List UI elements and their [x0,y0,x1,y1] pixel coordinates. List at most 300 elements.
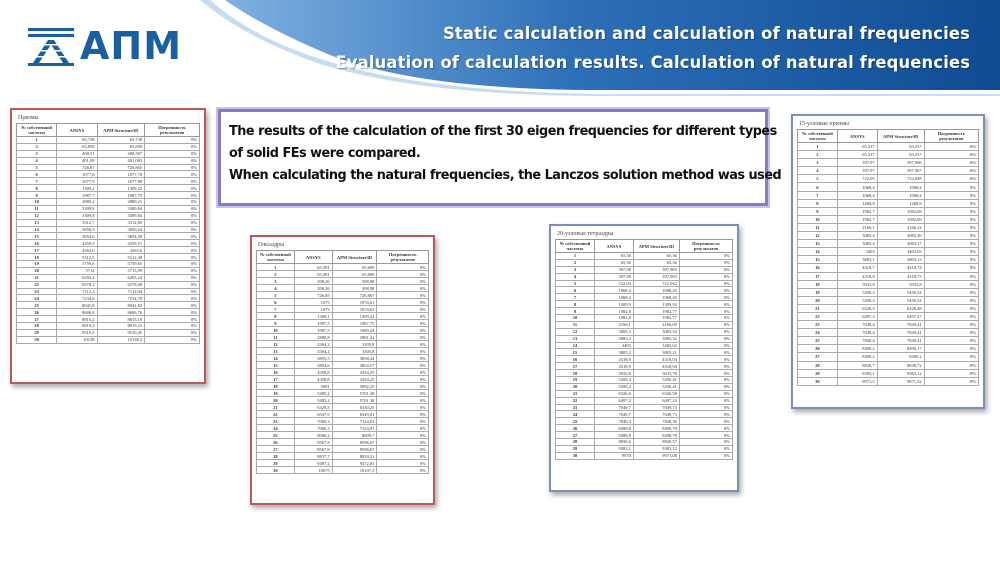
error-cell: 0% [924,167,978,175]
error-cell: 0% [679,335,732,342]
frequency-cell: 1077,9 [57,178,97,185]
frequency-cell: 5092,25 [332,383,377,390]
frequency-cell: 3403,05 [877,248,924,256]
frequency-cell: 5701,38 [332,390,377,397]
table-row [257,355,429,362]
error-cell: 0% [679,439,732,446]
frequency-cell: 3083,3 [594,328,633,335]
mode-number-cell: 2 [798,151,838,159]
error-cell: 0% [924,248,978,256]
mode-number-cell: 9 [17,192,57,199]
mode-number-cell: 14 [556,342,595,349]
table-row [556,411,733,418]
table-caption: Гексаэдры [258,242,285,248]
column-header: Погрешность результатов [377,251,429,264]
frequency-cell: 1987,75 [332,320,377,327]
frequency-cell: 7234,78 [97,295,145,302]
frequency-cell: 1068,4 [837,191,877,199]
mode-number-cell: 29 [17,329,57,336]
frequency-cell: 8006,2 [294,432,332,439]
table-row [556,370,733,377]
frequency-cell: 1309,2 [57,185,97,192]
error-cell: 0% [924,377,978,385]
error-cell: 0% [924,191,978,199]
frequency-cell: 4358,8 [294,369,332,376]
error-cell: 0% [145,267,200,274]
table-row [17,288,200,295]
frequency-cell: 5450,3 [837,296,877,304]
mode-number-cell: 30 [17,336,57,343]
frequency-cell: 1077,78 [97,171,145,178]
error-cell: 0% [377,453,429,460]
frequency-cell: 65,36 [594,259,633,266]
frequency-cell: 1068,4 [877,191,924,199]
mode-number-cell: 1 [257,264,295,271]
frequency-cell: 4318,7 [837,264,877,272]
table-row [17,164,200,171]
error-cell: 0% [679,452,732,459]
error-cell: 0% [924,337,978,345]
table-header-row [257,251,429,264]
frequency-cell: 722,042 [633,280,679,287]
mode-number-cell: 10 [257,327,295,334]
mode-number-cell: 23 [798,321,838,329]
error-cell: 0% [377,299,429,306]
table-row [798,183,979,191]
error-cell: 0% [377,271,429,278]
error-cell: 0% [377,306,429,313]
frequency-cell: 3312,7 [57,219,97,226]
mode-number-cell: 12 [257,341,295,348]
mode-number-cell: 17 [798,272,838,280]
frequency-cell: 5450,34 [877,296,924,304]
table-row [556,356,733,363]
error-cell: 0% [145,295,200,302]
frequency-cell: 4318,9 [594,363,633,370]
mode-number-cell: 27 [556,432,595,439]
mode-number-cell: 26 [17,309,57,316]
frequency-cell: 1075 [294,299,332,306]
frequency-cell: 7049,4 [837,321,877,329]
frequency-cell: 2166,1 [594,321,633,328]
table-row [257,348,429,355]
frequency-cell: 3309,8 [57,205,97,212]
mode-number-cell: 8 [17,185,57,192]
mode-number-cell: 1 [556,253,595,260]
frequency-cell: 3309,84 [97,205,145,212]
error-cell: 0% [145,226,200,233]
table-row [556,308,733,315]
mode-number-cell: 13 [257,348,295,355]
frequency-cell: 4318,74 [877,264,924,272]
frequency-cell: 3850,3 [57,226,97,233]
table-row [556,335,733,342]
mode-number-cell: 24 [257,425,295,432]
frequency-cell: 3305,8 [332,341,377,348]
table-row [17,185,200,192]
frequency-cell: 1074,61 [332,299,377,306]
frequency-cell: 8490,2 [837,345,877,353]
error-cell: 0% [145,274,200,281]
table-row [798,159,979,167]
table-header-row [17,124,200,137]
frequency-cell: 6549,01 [332,411,377,418]
table-row [257,425,429,432]
mode-number-cell: 27 [17,316,57,323]
table-row [257,432,429,439]
frequency-cell: 5714 [57,267,97,274]
mode-number-cell: 10 [556,315,595,322]
table-row [17,233,200,240]
frequency-cell: 397,983 [633,266,679,273]
frequency-cell: 7112,3 [57,288,97,295]
error-cell: 0% [145,247,200,254]
table-row [17,143,200,150]
error-cell: 0% [679,308,732,315]
frequency-cell: 8819,2 [57,323,97,330]
mode-number-cell: 14 [798,248,838,256]
frequency-cell: 722,04 [594,280,633,287]
mode-number-cell: 29 [556,445,595,452]
error-cell: 0% [145,329,200,336]
error-cell: 0% [145,316,200,323]
table-row [257,446,429,453]
callout-line-1: The results of the calculation of the first 30 eigen frequencies for different types [229,123,777,139]
error-cell: 0% [679,273,732,280]
table-row [17,302,200,309]
table-row [257,320,429,327]
frequency-cell: 1982,69 [877,215,924,223]
frequency-cell: 5713,99 [97,267,145,274]
results-table-prisms [10,108,206,384]
error-cell: 0% [679,356,732,363]
frequency-cell: 65,738 [97,137,145,144]
table-row [257,439,429,446]
frequency-cell: 8567,8 [294,446,332,453]
table-row [17,157,200,164]
table-row [798,272,979,280]
error-cell: 0% [377,446,429,453]
frequency-cell: 7840,4 [837,337,877,345]
info-callout [218,109,782,206]
frequency-cell: 722,048 [877,175,924,183]
table-row [257,334,429,341]
results-table-15-node-prisms [791,114,985,409]
table-row [257,327,429,334]
mode-number-cell: 5 [257,292,295,299]
table-row [17,281,200,288]
frequency-cell: 8567,8 [294,439,332,446]
table-row [798,288,979,296]
error-cell: 0% [145,323,200,330]
table-row [17,274,200,281]
error-cell: 0% [924,369,978,377]
error-cell: 0% [145,288,200,295]
frequency-cell: 3805,21 [633,349,679,356]
error-cell: 0% [679,411,732,418]
error-cell: 0% [679,418,732,425]
mode-number-cell: 26 [257,439,295,446]
frequency-cell: 1068,4 [594,294,633,301]
mode-number-cell: 23 [257,418,295,425]
frequency-cell: 398,98 [332,278,377,285]
table-row [257,341,429,348]
mode-number-cell: 7 [257,306,295,313]
frequency-table [16,123,200,344]
error-cell: 0% [145,205,200,212]
column-header: APM Structure3D [633,240,679,253]
table-row [556,363,733,370]
table-row [556,280,733,287]
error-cell: 0% [377,411,429,418]
frequency-cell: 5450,41 [633,383,679,390]
frequency-cell: 1068,4 [877,183,924,191]
mode-number-cell: 11 [17,205,57,212]
mode-number-cell: 3 [798,159,838,167]
frequency-cell: 3083,32 [633,328,679,335]
frequency-cell: 8041,8 [57,302,97,309]
mode-number-cell: 11 [798,223,838,231]
table-row [257,278,429,285]
table-row [556,273,733,280]
frequency-cell: 6326,48 [877,304,924,312]
frequency-cell: 5033,78 [633,370,679,377]
frequency-cell: 726,85 [294,292,332,299]
frequency-cell: 5485,2 [294,390,332,397]
frequency-cell: 8490,8 [594,425,633,432]
frequency-cell: 400,507 [97,150,145,157]
frequency-cell: 2880,2 [57,199,97,206]
mode-number-cell: 1 [798,143,838,151]
frequency-cell: 397,983 [633,273,679,280]
error-cell: 0% [924,296,978,304]
table-row [556,321,733,328]
frequency-cell: 10138 [57,336,97,343]
frequency-cell: 7049,73 [633,404,679,411]
frequency-cell: 1068,45 [633,287,679,294]
mode-number-cell: 24 [798,329,838,337]
table-row [17,309,200,316]
frequency-cell: 397,97 [837,159,877,167]
column-header: APM Structure3D [877,130,924,143]
mode-number-cell: 5 [556,280,595,287]
table-row [257,390,429,397]
frequency-cell: 7049,4 [837,329,877,337]
error-cell: 0% [679,253,732,260]
table-row [257,418,429,425]
table-row [798,256,979,264]
frequency-cell: 4354,25 [332,376,377,383]
table-row [257,411,429,418]
error-cell: 0% [377,348,429,355]
table-row [556,253,733,260]
mode-number-cell: 23 [17,288,57,295]
table-row [556,301,733,308]
frequency-cell: 3854,58 [97,233,145,240]
mode-number-cell: 24 [17,295,57,302]
frequency-cell: 1982,77 [633,308,679,315]
frequency-cell: 5033,8 [877,280,924,288]
mode-number-cell: 25 [257,432,295,439]
table-row [17,150,200,157]
error-cell: 0% [679,266,732,273]
table-row [556,452,733,459]
frequency-cell: 9487,2 [294,460,332,467]
mode-number-cell: 14 [257,355,295,362]
frequency-cell: 6326,5 [837,304,877,312]
mode-number-cell: 7 [556,294,595,301]
table-row [556,342,733,349]
mode-number-cell: 20 [556,383,595,390]
column-header: ANSYS [57,124,97,137]
frequency-cell: 65,738 [57,137,97,144]
table-row [17,137,200,144]
error-cell: 0% [377,362,429,369]
table-row [17,261,200,268]
mode-number-cell: 2 [257,271,295,278]
frequency-cell: 397,97 [837,167,877,175]
table-row [17,329,200,336]
frequency-cell: 1068,45 [633,294,679,301]
error-cell: 0% [924,321,978,329]
error-cell: 0% [377,418,429,425]
mode-number-cell: 6 [17,171,57,178]
frequency-cell: 3805,2 [594,349,633,356]
error-cell: 0% [924,215,978,223]
table-row [257,292,429,299]
mode-number-cell: 11 [257,334,295,341]
frequency-cell: 1987,7 [57,192,97,199]
table-row [17,178,200,185]
frequency-cell: 5450,34 [877,288,924,296]
table-row [798,353,979,361]
table-row [257,369,429,376]
error-cell: 0% [145,240,200,247]
mode-number-cell: 15 [556,349,595,356]
frequency-cell: 3309,8 [57,212,97,219]
error-cell: 0% [145,157,200,164]
error-cell: 0% [145,199,200,206]
error-cell: 0% [679,377,732,384]
mode-number-cell: 4 [17,157,57,164]
error-cell: 0% [377,264,429,271]
table-row [798,312,979,320]
frequency-table [256,250,429,474]
frequency-cell: 2166,1 [837,223,877,231]
mode-number-cell: 3 [17,150,57,157]
apm-logo [28,26,208,72]
frequency-cell: 10138,2 [97,336,145,343]
mode-number-cell: 4 [257,285,295,292]
frequency-cell: 4358,8 [294,376,332,383]
table-row [556,439,733,446]
table-row [257,271,429,278]
frequency-cell: 5312,49 [97,254,145,261]
error-cell: 0% [924,232,978,240]
table-row [798,264,979,272]
mode-number-cell: 28 [257,453,295,460]
frequency-cell: 8830,72 [877,361,924,369]
table-row [17,219,200,226]
frequency-cell: 65,609 [332,264,377,271]
frequency-cell: 9510,45 [97,329,145,336]
frequency-cell: 1068,4 [594,287,633,294]
frequency-cell: 7124,01 [332,418,377,425]
frequency-table [797,129,979,386]
frequency-cell: 9971,52 [877,377,924,385]
mode-number-cell: 8 [556,301,595,308]
error-cell: 0% [145,302,200,309]
frequency-cell: 5450,3 [837,288,877,296]
error-cell: 0% [679,342,732,349]
mode-number-cell: 18 [257,383,295,390]
error-cell: 0% [145,143,200,150]
frequency-cell: 5033,8 [594,370,633,377]
mode-number-cell: 7 [17,178,57,185]
mode-number-cell: 16 [798,264,838,272]
frequency-cell: 3312,69 [97,219,145,226]
callout-line-2: of solid FEs were compared. [229,145,421,161]
table-row [257,285,429,292]
header-banner [0,0,1000,96]
column-header: Погрешность результатов [679,240,732,253]
frequency-cell: 2166,09 [633,321,679,328]
table-row [257,383,429,390]
mode-number-cell: 19 [17,261,57,268]
frequency-cell: 9383,1 [837,369,877,377]
table-row [798,207,979,215]
table-row [257,467,429,474]
error-cell: 0% [145,171,200,178]
mode-number-cell: 9 [257,320,295,327]
frequency-cell: 397,98 [594,273,633,280]
frequency-cell: 9510,5 [57,329,97,336]
error-cell: 0% [377,467,429,474]
error-cell: 0% [679,315,732,322]
frequency-cell: 5701,38 [332,397,377,404]
mode-number-cell: 19 [798,288,838,296]
logo-text: АПМ [80,24,183,68]
slide-title: Static calculation and calculation of natural frequencies [442,24,970,44]
mode-number-cell: 10 [17,199,57,206]
frequency-cell: 2880,21 [97,199,145,206]
error-cell: 0% [679,349,732,356]
table-row [556,418,733,425]
table-row [257,453,429,460]
frequency-cell: 7069,3 [294,418,332,425]
frequency-cell: 1309,22 [97,185,145,192]
table-row [257,376,429,383]
error-cell: 0% [377,278,429,285]
frequency-cell: 8596,67 [332,439,377,446]
table-row [556,404,733,411]
frequency-cell: 7049,7 [594,411,633,418]
table-row [798,232,979,240]
frequency-cell: 9971,5 [837,377,877,385]
mode-number-cell: 15 [17,233,57,240]
frequency-cell: 1982,7 [837,215,877,223]
mode-number-cell: 22 [257,411,295,418]
mode-number-cell: 4 [556,273,595,280]
error-cell: 0% [145,233,200,240]
mode-number-cell: 17 [257,376,295,383]
frequency-cell: 1268,8 [837,199,877,207]
error-cell: 0% [924,361,978,369]
frequency-cell: 2880,8 [294,334,332,341]
frequency-cell: 5033,8 [837,280,877,288]
frequency-cell: 7840,39 [633,418,679,425]
table-row [798,304,979,312]
